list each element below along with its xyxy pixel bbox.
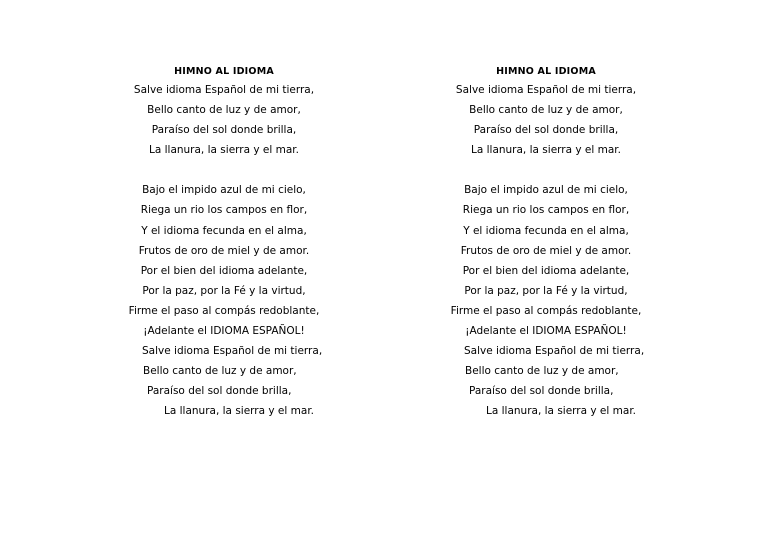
verse-line: ¡Adelante el IDIOMA ESPAÑOL! [465,325,627,338]
verse-line: Salve idioma Español de mi tierra, [455,84,637,96]
verse-line: Por el bien del idioma adelante, [140,264,308,277]
refrain-line: La llanura, la sierra y el mar. [164,405,315,418]
verse-line: Frutos de oro de miel y de amor. [138,244,310,257]
verse-line: Y el idioma fecunda en el alma, [141,224,307,237]
refrain-line: Salve idioma Español de mi tierra, [142,345,323,358]
verse-line: Y el idioma fecunda en el alma, [463,224,629,237]
verse-line: Firme el paso al compás redoblante, [128,304,320,317]
verse-line: Bajo el impido azul de mi cielo, [464,184,628,197]
verse-line: Frutos de oro de miel y de amor. [460,244,632,257]
verse-line: Riega un rio los campos en flor, [462,204,630,217]
refrain-line: Paraíso del sol donde brilla, [469,385,614,398]
hymn-title: HIMNO AL IDIOMA [496,66,596,77]
stanza-spacer [94,160,354,180]
refrain-line: Salve idioma Español de mi tierra, [464,345,645,358]
refrain-line: Bello canto de luz y de amor, [465,365,619,378]
verse-line: Salve idioma Español de mi tierra, [133,84,315,96]
verse-line: Riega un rio los campos en flor, [140,204,308,217]
verse-line: La llanura, la sierra y el mar. [148,144,299,157]
verse-line: Bajo el impido azul de mi cielo, [142,184,306,197]
refrain-line: La llanura, la sierra y el mar. [486,405,637,418]
verse-line: Bello canto de luz y de amor, [469,104,623,117]
refrain-line: Bello canto de luz y de amor, [143,365,297,378]
verse-line: La llanura, la sierra y el mar. [470,144,621,157]
verse-line: Por la paz, por la Fé y la virtud, [142,284,306,297]
verse-line: Por el bien del idioma adelante, [462,264,630,277]
verse-line: Firme el paso al compás redoblante, [450,304,642,317]
verse-line: Paraíso del sol donde brilla, [473,124,619,137]
hymn-copy-right [416,63,676,422]
refrain-line: Paraíso del sol donde brilla, [147,385,292,398]
verse-line: Por la paz, por la Fé y la virtud, [464,284,628,297]
stanza-spacer [416,160,676,180]
verse-line: ¡Adelante el IDIOMA ESPAÑOL! [143,325,305,338]
hymn-title: HIMNO AL IDIOMA [174,66,274,77]
hymn-copy-left [94,63,354,422]
verse-line: Paraíso del sol donde brilla, [151,124,297,137]
verse-line: Bello canto de luz y de amor, [147,104,301,117]
